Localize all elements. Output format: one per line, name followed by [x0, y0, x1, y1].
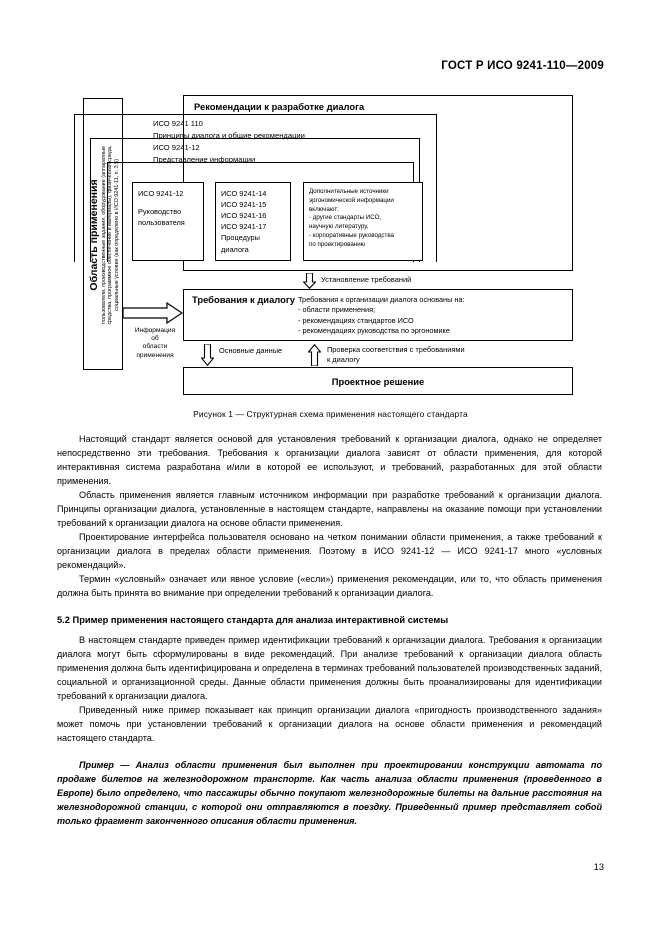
iso-9241-110-code: ИСО 9241 110 — [153, 119, 203, 128]
scope-information-label: Информация об области применения — [134, 327, 176, 359]
card-additional-sources — [303, 182, 423, 261]
card-user-guidance-code: ИСО 9241-12 — [138, 189, 184, 198]
dialogue-requirements-title: Требования к диалогу — [192, 294, 295, 305]
iso-9241-12-code: ИСО 9241-12 — [153, 143, 200, 152]
card-additional-sources-intro: Дополнительные источники эргономической информации включают: — [309, 188, 394, 213]
arrow-conformance-check-up — [308, 344, 321, 366]
label-base-data: Основные данные — [219, 346, 283, 355]
section-heading-5-2: 5.2 Пример применения настоящего стандарта для анализа интерактивной системы — [57, 615, 449, 625]
figure-1-diagram — [55, 95, 600, 395]
card-dialogue-procedures-codes: ИСО 9241-14 ИСО 9241-15 ИСО 9241-16 ИСО 9241-17 — [221, 189, 267, 232]
paragraph-2: Область применения является главным источником информации при разработке требований к организации диалога. Принципы организации диалога, установленные в настоящем стандарте, направлены на оказание помощи при установлении требований к организации диалога на основе области применения. — [57, 490, 602, 528]
card-user-guidance — [132, 182, 204, 261]
paragraph-1: Настоящий стандарт является основой для установления требований к организации диалога, однако не определяет непосредственно эти требования. Требования к организации диалога зависят от области применения, для которой интерактивная система разработана и/или в которой ее используют, и требований, разработанных для этой области применения. — [57, 434, 602, 486]
arrow-establish-requirements — [303, 273, 316, 289]
card-dialogue-procedures — [215, 182, 291, 261]
paragraph-3: Проектирование интерфейса пользователя основано на четком понимании области применения, а также требований к организации диалога в пределах области применения. Поэтому в ИСО 9241-12 — ИСО 9241-17 много «условных рекомендаций». — [57, 532, 602, 570]
arrow-base-data-down — [201, 344, 214, 366]
paragraph-6: Приведенный ниже пример показывает как принцип организации диалога «пригодность производственного задания» может помочь при установлении требований к организации диалога на основе области применения и рекомендаций настоящего стандарта. — [57, 705, 602, 743]
paragraph-4: Термин «условный» означает или явное условие («если») применения рекомендации, или то, что область применения должна быть принята во внимание при определении требований к организации диалога. — [57, 574, 602, 598]
label-conformance-check: Проверка соответствия с требованиями к диалогу — [327, 345, 465, 364]
card-dialogue-procedures-name: Процедуры диалога — [221, 233, 260, 254]
paragraph-example: Пример — Анализ области применения был выполнен при проектировании конструкции автомата по продаже билетов на железнодорожном транспорте. Как часть анализа области применения (проведенного в Европе) было определено, что пассажиры обычно покупают железнодорожные билеты на дальние расстояния на железнодорожной станции, с которой они отправляются в поездку. Приведенный пример представляет собой только фрагмент законченного описания области применения. — [57, 760, 602, 826]
recommendations-title: Рекомендации к разработке диалога — [194, 101, 365, 112]
dialogue-requirements-box — [183, 289, 573, 341]
label-establish-requirements: Установление требований — [321, 275, 412, 284]
document-header-standard-ref: ГОСТ Р ИСО 9241-110—2009 — [441, 60, 604, 72]
dialogue-requirements-intro: Требования к организации диалога основаны на: — [298, 295, 465, 304]
dialogue-requirements-list — [298, 295, 464, 336]
design-solution-box — [183, 367, 573, 395]
iso-9241-12-name: Представление информации — [153, 154, 256, 164]
arrow-scope-to-requirements — [123, 302, 183, 324]
card-additional-sources-items: - другие стандарты ИСО, научную литературу, - корпоративные руководства по проектированию — [309, 214, 394, 248]
scope-title: Область применения — [88, 179, 101, 291]
card-user-guidance-name: Руководство пользователя — [138, 207, 185, 228]
design-solution-title: Проектное решение — [331, 375, 425, 387]
body-text — [57, 432, 602, 828]
scope-subtitle: пользователи, производственные задания, оборудование (аппаратные средства, программное обеспечение и материалы), физическая среда, социальные условия (как определено в ИСО 9241-11, п. 3.5) — [101, 145, 120, 325]
paragraph-5: В настоящем стандарте приведен пример идентификации требований к организации диалога. Требования к организации диалога могут быть сформулированы в виде рекомендаций. При анализе требований к организации диалога область применения должна быть идентифицирована и определена в терминах требований пользователей производственных заданий, социальной и организационной среды. Данные области применения должны быть проанализированы для идентификации требований к организации диалога. — [57, 635, 602, 701]
page-number: 13 — [593, 862, 604, 872]
dialogue-requirements-items: - области применения; - рекомендациях стандартов ИСО - рекомендациях руководства по эргономике — [298, 305, 450, 336]
figure-caption: Рисунок 1 — Структурная схема применения настоящего стандарта — [193, 409, 468, 419]
iso-9241-110-name: Принципы диалога и общие рекомендации — [153, 130, 305, 140]
